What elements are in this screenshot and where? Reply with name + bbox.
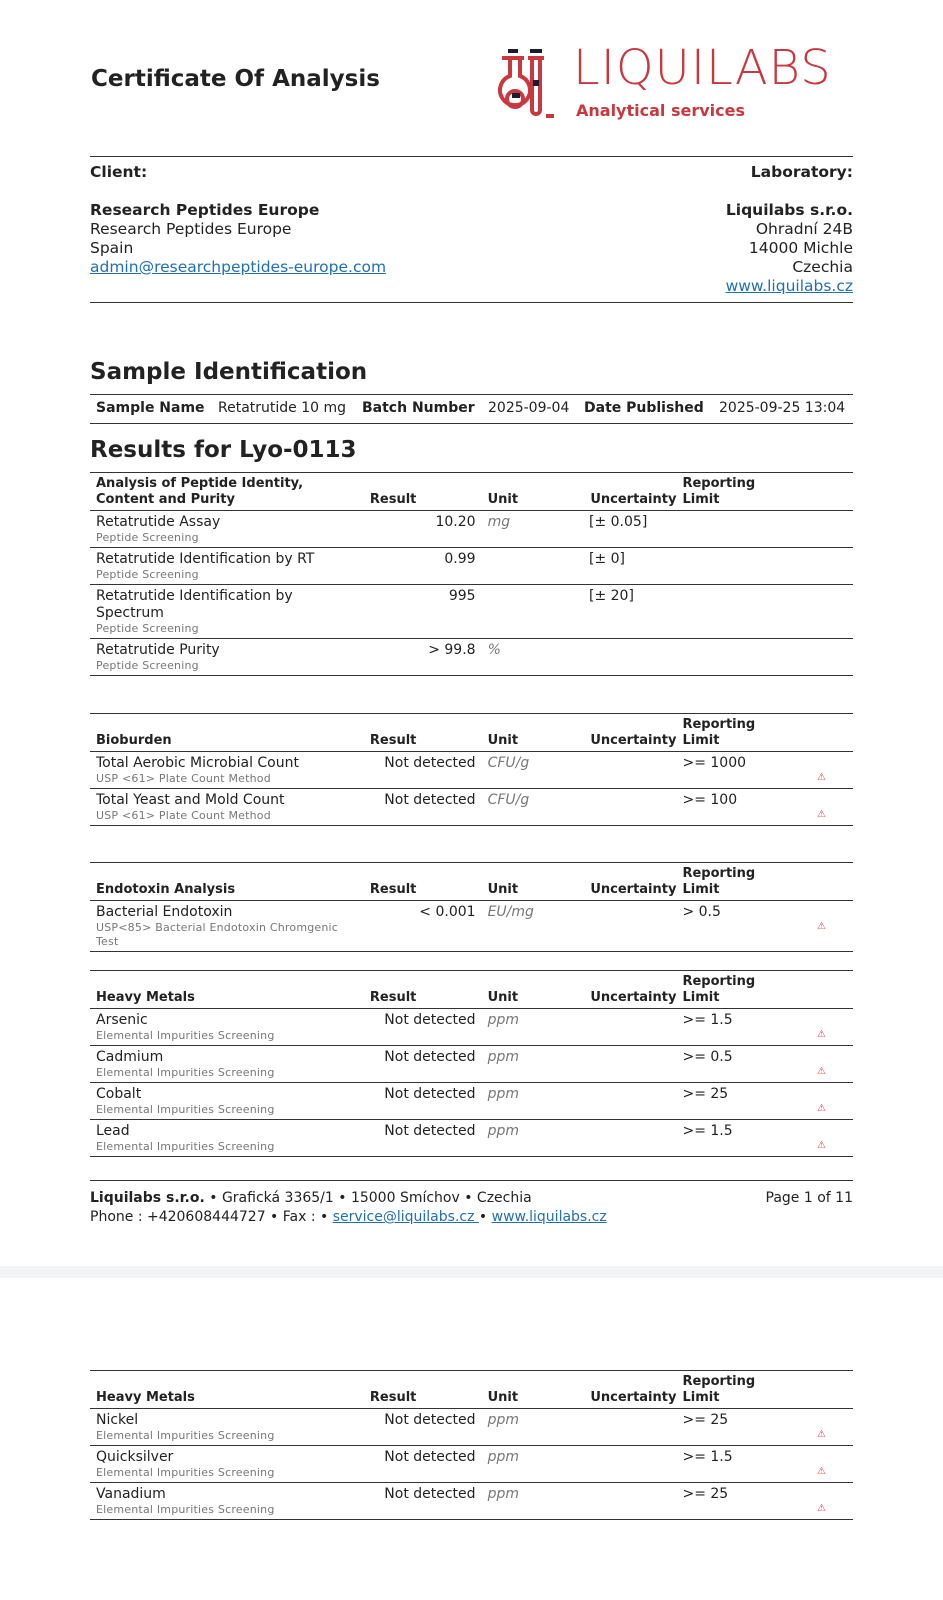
- flag-cell: [790, 1483, 853, 1520]
- section-title-line: Bioburden: [96, 733, 172, 748]
- page-title: Certificate Of Analysis: [91, 66, 380, 92]
- client-email-link[interactable]: admin@researchpeptides-europe.com: [90, 258, 387, 276]
- analyte-method: USP <61> Plate Count Method: [96, 809, 271, 822]
- section-title-line: Analysis of Peptide Identity,: [96, 476, 304, 491]
- analyte-name: Cobalt: [96, 1086, 142, 1102]
- uncertainty-value: [583, 1120, 676, 1157]
- analyte-method: Elemental Impurities Screening: [96, 1140, 275, 1153]
- result-value: Not detected: [364, 789, 482, 826]
- analyte-method: Peptide Screening: [96, 659, 199, 672]
- analyte-name: Arsenic: [96, 1012, 148, 1028]
- analyte-cell: [90, 511, 364, 548]
- uncertainty-value: [± 0]: [583, 548, 676, 585]
- analyte-name: Retatrutide Purity: [96, 642, 220, 658]
- reporting-limit-column-header: [676, 473, 790, 511]
- divider: [90, 156, 853, 157]
- analyte-cell: [90, 1446, 364, 1483]
- uncertainty-value: [583, 1009, 676, 1046]
- unit-value: ppm: [482, 1446, 583, 1483]
- result-value: Not detected: [364, 1120, 482, 1157]
- client-heading: Client:: [90, 163, 148, 181]
- analyte-cell: [90, 639, 364, 676]
- warning-icon: ⚠: [817, 1103, 827, 1114]
- unit-value: ppm: [482, 1409, 583, 1446]
- laboratory-heading: Laboratory:: [750, 163, 853, 181]
- analyte-cell: [90, 1009, 364, 1046]
- analyte-cell: [90, 1120, 364, 1157]
- flag-cell: [790, 548, 853, 585]
- results-table: [90, 472, 853, 676]
- logo-subtitle: Analytical services: [576, 101, 745, 120]
- laboratory-street: Ohradní 24B: [755, 220, 853, 238]
- footer-email-link[interactable]: service@liquilabs.cz: [332, 1209, 479, 1225]
- reporting-limit-value: [676, 639, 790, 676]
- warning-icon: ⚠: [817, 1066, 827, 1077]
- uncertainty-value: [583, 1409, 676, 1446]
- reporting-limit-value: [676, 585, 790, 639]
- result-value: 10.20: [364, 511, 482, 548]
- reporting-limit-line: Reporting: [682, 866, 756, 881]
- result-value: Not detected: [364, 752, 482, 789]
- unit-value: CFU/g: [482, 752, 583, 789]
- table-row: [90, 1483, 853, 1520]
- flag-cell: [790, 511, 853, 548]
- table-row: [90, 511, 853, 548]
- divider: [90, 1180, 853, 1181]
- analyte-name: Cadmium: [96, 1049, 164, 1065]
- analyte-name: Quicksilver: [96, 1449, 174, 1465]
- reporting-limit-line: Reporting: [682, 974, 756, 989]
- analyte-method: USP <61> Plate Count Method: [96, 772, 271, 785]
- uncertainty-value: [583, 1046, 676, 1083]
- analyte-cell: [90, 901, 364, 952]
- warning-icon: ⚠: [817, 921, 827, 932]
- results-table: [90, 1370, 853, 1520]
- results-table: [90, 862, 853, 952]
- table-row: [90, 1446, 853, 1483]
- unit-value: [482, 548, 583, 585]
- unit-column-header: Unit: [482, 1371, 583, 1409]
- section-title: [90, 971, 364, 1009]
- result-value: Not detected: [364, 1083, 482, 1120]
- results-table: [90, 970, 853, 1157]
- flag-cell: [790, 1009, 853, 1046]
- uncertainty-value: [583, 901, 676, 952]
- reporting-limit-line: Reporting: [682, 1374, 756, 1389]
- section-title: [90, 863, 364, 901]
- date-published-label: Date Published: [584, 400, 704, 416]
- flag-column-header: [790, 714, 853, 752]
- unit-column-header: Unit: [482, 971, 583, 1009]
- reporting-limit-value: >= 25: [676, 1083, 790, 1120]
- flag-cell: [790, 1446, 853, 1483]
- batch-number-label: Batch Number: [362, 400, 475, 416]
- warning-icon: ⚠: [817, 1029, 827, 1040]
- result-value: < 0.001: [364, 901, 482, 952]
- analyte-method: Peptide Screening: [96, 568, 199, 581]
- sample-name-label: Sample Name: [96, 400, 205, 416]
- reporting-limit-value: >= 25: [676, 1483, 790, 1520]
- footer-phone: Phone : +420608444727 • Fax : •: [90, 1209, 333, 1225]
- analyte-name: Retatrutide Identification by RT: [96, 551, 315, 567]
- laboratory-block: [553, 163, 853, 296]
- analyte-cell: [90, 752, 364, 789]
- analyte-name: Vanadium: [96, 1486, 166, 1502]
- result-column-header: Result: [364, 714, 482, 752]
- results-table: [90, 713, 853, 826]
- reporting-limit-value: [676, 511, 790, 548]
- unit-column-header: Unit: [482, 863, 583, 901]
- table-header-row: [90, 714, 853, 752]
- unit-value: ppm: [482, 1083, 583, 1120]
- result-value: 995: [364, 585, 482, 639]
- page-2: [0, 1278, 943, 1600]
- page-footer: [90, 1189, 853, 1227]
- analyte-cell: [90, 1409, 364, 1446]
- sample-name-value: Retatrutide 10 mg: [218, 400, 347, 416]
- reporting-limit-value: [676, 548, 790, 585]
- uncertainty-column-header: Uncertainty: [583, 971, 676, 1009]
- footer-separator: •: [478, 1209, 492, 1225]
- reporting-limit-column-header: [676, 863, 790, 901]
- section-title: [90, 473, 364, 511]
- flag-cell: [790, 639, 853, 676]
- reporting-limit-value: >= 25: [676, 1409, 790, 1446]
- section-title-line: Heavy Metals: [96, 1390, 195, 1405]
- reporting-limit-line: Reporting: [682, 717, 756, 732]
- unit-value: CFU/g: [482, 789, 583, 826]
- reporting-limit-value: >= 1000: [676, 752, 790, 789]
- reporting-limit-line: Limit: [682, 990, 720, 1005]
- flask-icon: [494, 46, 566, 124]
- uncertainty-value: [583, 1446, 676, 1483]
- result-value: Not detected: [364, 1409, 482, 1446]
- analyte-name: Retatrutide Identification by Spectrum: [96, 588, 293, 621]
- reporting-limit-column-header: [676, 714, 790, 752]
- uncertainty-value: [± 0.05]: [583, 511, 676, 548]
- uncertainty-value: [583, 1083, 676, 1120]
- table-row: [90, 901, 853, 952]
- reporting-limit-value: >= 0.5: [676, 1046, 790, 1083]
- laboratory-city: 14000 Michle: [748, 239, 853, 257]
- warning-icon: ⚠: [817, 809, 827, 820]
- uncertainty-value: [583, 752, 676, 789]
- result-column-header: Result: [364, 971, 482, 1009]
- analyte-cell: [90, 1483, 364, 1520]
- warning-icon: ⚠: [817, 1429, 827, 1440]
- table-header-row: [90, 473, 853, 511]
- flag-cell: [790, 1083, 853, 1120]
- uncertainty-column-header: Uncertainty: [583, 863, 676, 901]
- flag-column-header: [790, 473, 853, 511]
- reporting-limit-line: Limit: [682, 1390, 720, 1405]
- result-value: Not detected: [364, 1446, 482, 1483]
- table-header-row: [90, 863, 853, 901]
- reporting-limit-line: Limit: [682, 882, 720, 897]
- logo-wordmark: LIQUILABS: [573, 40, 832, 96]
- unit-value: %: [482, 639, 583, 676]
- flag-column-header: [790, 863, 853, 901]
- flag-cell: [790, 585, 853, 639]
- reporting-limit-value: >= 1.5: [676, 1120, 790, 1157]
- date-published-value: 2025-09-25 13:04: [719, 400, 846, 416]
- uncertainty-value: [583, 639, 676, 676]
- reporting-limit-column-header: [676, 1371, 790, 1409]
- uncertainty-column-header: Uncertainty: [583, 714, 676, 752]
- client-name: Research Peptides Europe: [90, 201, 320, 219]
- laboratory-web-link[interactable]: www.liquilabs.cz: [725, 277, 853, 295]
- flag-cell: [790, 1046, 853, 1083]
- uncertainty-value: [± 20]: [583, 585, 676, 639]
- table-row: [90, 585, 853, 639]
- table-row: [90, 548, 853, 585]
- unit-column-header: Unit: [482, 473, 583, 511]
- client-block: [90, 163, 386, 277]
- footer-web-link[interactable]: www.liquilabs.cz: [491, 1209, 607, 1225]
- footer-address: • Grafická 3365/1 • 15000 Smíchov • Czechia: [204, 1190, 532, 1206]
- warning-icon: ⚠: [817, 1466, 827, 1477]
- reporting-limit-line: Limit: [682, 492, 720, 507]
- analyte-name: Total Aerobic Microbial Count: [96, 755, 299, 771]
- uncertainty-value: [583, 789, 676, 826]
- laboratory-name: Liquilabs s.r.o.: [725, 201, 853, 219]
- unit-column-header: Unit: [482, 714, 583, 752]
- analyte-cell: [90, 585, 364, 639]
- analyte-method: Elemental Impurities Screening: [96, 1029, 275, 1042]
- table-row: [90, 1083, 853, 1120]
- analyte-method: Peptide Screening: [96, 622, 199, 635]
- analyte-cell: [90, 548, 364, 585]
- analyte-method: Peptide Screening: [96, 531, 199, 544]
- result-value: Not detected: [364, 1483, 482, 1520]
- analyte-cell: [90, 1083, 364, 1120]
- results-heading: Results for Lyo-0113: [90, 437, 357, 463]
- result-value: Not detected: [364, 1009, 482, 1046]
- table-row: [90, 639, 853, 676]
- table-row: [90, 1120, 853, 1157]
- liquilabs-logo: [494, 40, 854, 124]
- reporting-limit-value: >= 1.5: [676, 1446, 790, 1483]
- reporting-limit-value: >= 1.5: [676, 1009, 790, 1046]
- reporting-limit-line: Limit: [682, 733, 720, 748]
- sample-identification-bar: [90, 394, 853, 424]
- sample-identification-heading: Sample Identification: [90, 359, 368, 385]
- unit-value: ppm: [482, 1120, 583, 1157]
- table-header-row: [90, 971, 853, 1009]
- table-row: [90, 1409, 853, 1446]
- section-title-line: Content and Purity: [96, 492, 235, 507]
- analyte-method: Elemental Impurities Screening: [96, 1066, 275, 1079]
- reporting-limit-column-header: [676, 971, 790, 1009]
- section-title: [90, 1371, 364, 1409]
- warning-icon: ⚠: [817, 772, 827, 783]
- unit-value: ppm: [482, 1046, 583, 1083]
- uncertainty-column-header: Uncertainty: [583, 473, 676, 511]
- analyte-name: Retatrutide Assay: [96, 514, 221, 530]
- flag-cell: [790, 1409, 853, 1446]
- flag-cell: [790, 1120, 853, 1157]
- reporting-limit-value: > 0.5: [676, 901, 790, 952]
- result-value: Not detected: [364, 1046, 482, 1083]
- client-country: Spain: [90, 239, 134, 257]
- table-row: [90, 752, 853, 789]
- unit-value: ppm: [482, 1483, 583, 1520]
- analyte-name: Total Yeast and Mold Count: [96, 792, 285, 808]
- reporting-limit-line: Reporting: [682, 476, 756, 491]
- section-title: [90, 714, 364, 752]
- flag-cell: [790, 752, 853, 789]
- warning-icon: ⚠: [817, 1140, 827, 1151]
- flag-column-header: [790, 1371, 853, 1409]
- unit-value: ppm: [482, 1009, 583, 1046]
- unit-value: mg: [482, 511, 583, 548]
- result-value: 0.99: [364, 548, 482, 585]
- table-row: [90, 1046, 853, 1083]
- result-column-header: Result: [364, 473, 482, 511]
- table-row: [90, 789, 853, 826]
- uncertainty-value: [583, 1483, 676, 1520]
- analyte-method: Elemental Impurities Screening: [96, 1466, 275, 1479]
- result-column-header: Result: [364, 863, 482, 901]
- analyte-name: Nickel: [96, 1412, 139, 1428]
- flag-cell: [790, 901, 853, 952]
- flag-cell: [790, 789, 853, 826]
- analyte-cell: [90, 1046, 364, 1083]
- analyte-method: USP<85> Bacterial Endotoxin Chromgenic Test: [96, 921, 339, 948]
- analyte-method: Elemental Impurities Screening: [96, 1429, 275, 1442]
- client-line2: Research Peptides Europe: [90, 220, 292, 238]
- reporting-limit-value: >= 100: [676, 789, 790, 826]
- result-column-header: Result: [364, 1371, 482, 1409]
- warning-icon: ⚠: [817, 1503, 827, 1514]
- table-header-row: [90, 1371, 853, 1409]
- footer-company: Liquilabs s.r.o.: [90, 1190, 205, 1206]
- analyte-cell: [90, 789, 364, 826]
- table-row: [90, 1009, 853, 1046]
- laboratory-country: Czechia: [792, 258, 853, 276]
- result-value: > 99.8: [364, 639, 482, 676]
- uncertainty-column-header: Uncertainty: [583, 1371, 676, 1409]
- flag-column-header: [790, 971, 853, 1009]
- unit-value: EU/mg: [482, 901, 583, 952]
- section-title-line: Endotoxin Analysis: [96, 882, 236, 897]
- divider: [90, 302, 853, 303]
- analyte-name: Bacterial Endotoxin: [96, 904, 233, 920]
- unit-value: [482, 585, 583, 639]
- analyte-name: Lead: [96, 1123, 130, 1139]
- page-number: Page 1 of 11: [765, 1190, 853, 1206]
- section-title-line: Heavy Metals: [96, 990, 195, 1005]
- analyte-method: Elemental Impurities Screening: [96, 1503, 275, 1516]
- batch-number-value: 2025-09-04: [488, 400, 570, 416]
- analyte-method: Elemental Impurities Screening: [96, 1103, 275, 1116]
